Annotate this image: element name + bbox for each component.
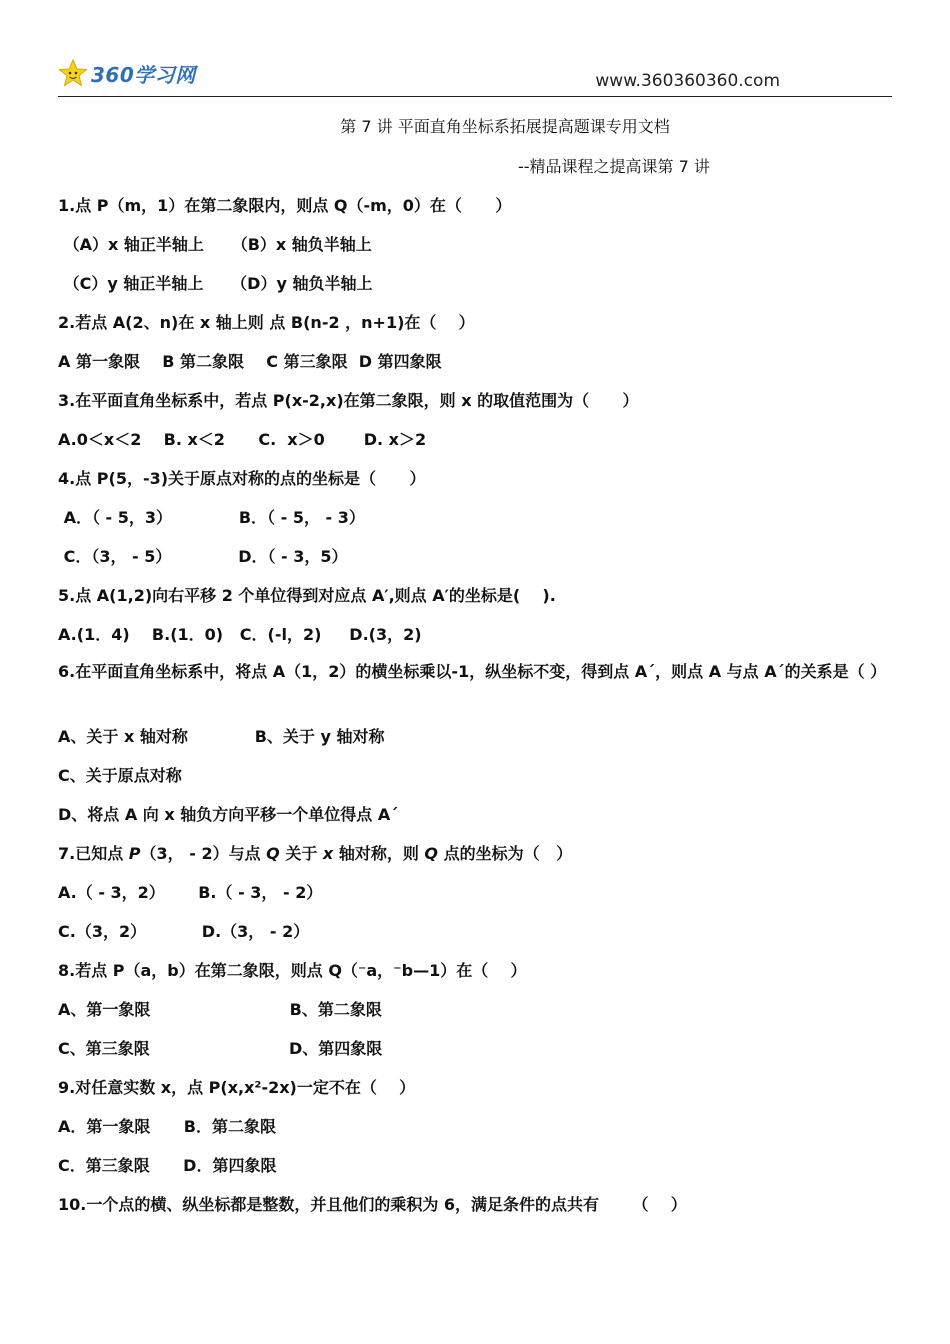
question-9: 9.对任意实数 x，点 P(x,x²-2x)一定不在（ ） (58, 1078, 416, 1097)
question-2-options: A 第一象限 B 第二象限 C 第三象限 D 第四象限 (58, 352, 442, 371)
document-title: 第 7 讲 平面直角坐标系拓展提高题课专用文档 (340, 117, 670, 136)
question-6-options-ab: A、关于 x 轴对称 B、关于 y 轴对称 (58, 727, 385, 746)
question-7-options-cd: C.（3，2） D.（3， - 2） (58, 922, 310, 941)
site-url[interactable]: www.360360360.com (595, 71, 780, 91)
question-8-options-cd: C、第三象限 D、第四象限 (58, 1039, 383, 1058)
question-8: 8.若点 P（a，b）在第二象限，则点 Q（⁻a，⁻b—1）在（ ） (58, 961, 527, 980)
question-5: 5.点 A(1,2)向右平移 2 个单位得到对应点 A′,则点 A′的坐标是( ). (58, 586, 556, 605)
question-1-options-cd: （C）y 轴正半轴上 （D）y 轴负半轴上 (58, 274, 373, 293)
logo-text: 360学习网 (91, 62, 196, 87)
question-6-option-c: C、关于原点对称 (58, 766, 182, 785)
question-1-options-ab: （A）x 轴正半轴上 （B）x 轴负半轴上 (58, 235, 372, 254)
star-icon (58, 58, 88, 88)
question-6: 6.在平面直角坐标系中，将点 A（1，2）的横坐标乘以-1，纵坐标不变，得到点 A´，则点 A 与点 A´的关系是（ ） (58, 662, 887, 681)
question-1: 1.点 P（m，1）在第二象限内，则点 Q（-m，0）在（ ） (58, 196, 512, 215)
question-5-options: A.(1．4) B.(1．0) C．(-l，2) D.(3，2) (58, 625, 422, 644)
question-10: 10.一个点的横、纵坐标都是整数，并且他们的乘积为 6，满足条件的点共有 （ ） (58, 1195, 687, 1214)
question-3-options: A.0＜x＜2 B. x＜2 C. x＞0 D. x＞2 (58, 430, 427, 449)
page-header (58, 52, 892, 97)
question-7-options-ab: A.（ - 3，2） B.（ - 3， - 2） (58, 883, 323, 902)
question-4-options-ab: A．（ - 5，3） B．（ - 5， - 3） (58, 508, 365, 527)
question-9-options-ab: A．第一象限 B．第二象限 (58, 1117, 277, 1136)
question-8-options-ab: A、第一象限 B、第二象限 (58, 1000, 382, 1019)
question-3: 3.在平面直角坐标系中，若点 P(x-2,x)在第二象限，则 x 的取值范围为（ ） (58, 391, 639, 410)
question-7: 7.已知点 P（3， - 2）与点 Q 关于 x 轴对称，则 Q 点的坐标为（ ） (58, 844, 573, 863)
document-subtitle: --精品课程之提高课第 7 讲 (518, 157, 710, 176)
site-logo[interactable] (58, 56, 196, 90)
question-4: 4.点 P(5，-3)关于原点对称的点的坐标是（ ） (58, 469, 426, 488)
question-9-options-cd: C．第三象限 D．第四象限 (58, 1156, 277, 1175)
question-4-options-cd: C．（3， - 5） D．（ - 3，5） (58, 547, 348, 566)
question-2: 2.若点 A(2、n)在 x 轴上则 点 B(n-2 ，n+1)在（ ） (58, 313, 475, 332)
question-6-option-d: D、将点 A 向 x 轴负方向平移一个单位得点 A´ (58, 805, 399, 824)
